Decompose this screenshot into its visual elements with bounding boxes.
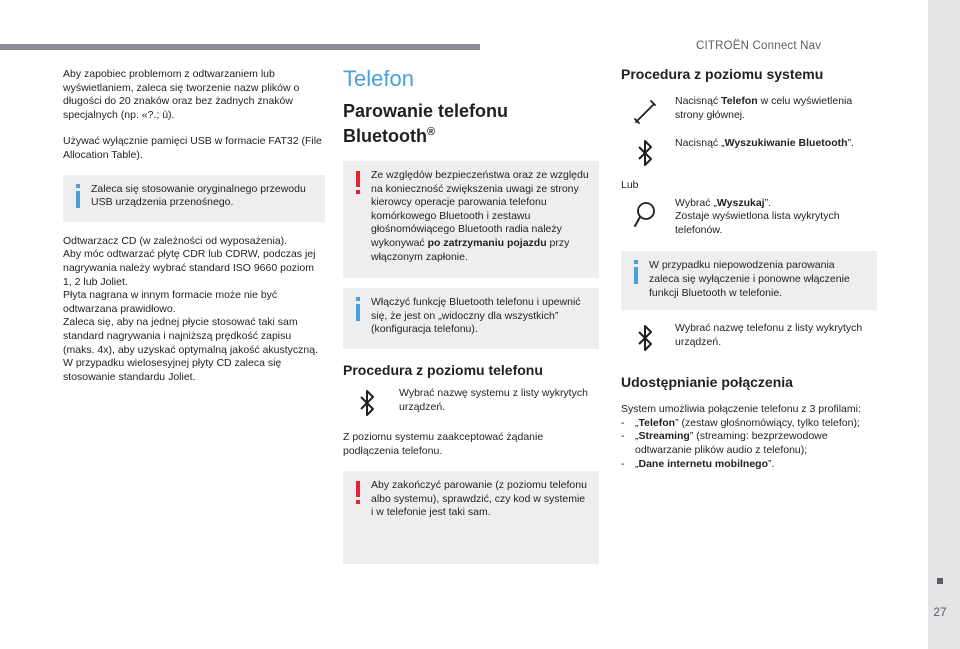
step-select-system xyxy=(343,387,599,417)
step-bluetooth-search xyxy=(621,137,877,167)
info-usb-text: Zaleca się stosowanie oryginalnego przewodu USB urządzenia przenośnego. xyxy=(91,182,306,209)
info-failure-text: W przypadku niepowodzenia parowania zaleca się wyłączenie i ponowne włączenie funkcji Bluetooth w telefonie. xyxy=(649,259,850,299)
info-box-failure xyxy=(621,251,877,310)
step-select-phone-text: Wybrać nazwę telefonu z listy wykrytych urządzeń. xyxy=(675,322,863,348)
column-2 xyxy=(343,66,599,564)
bluetooth-icon xyxy=(359,389,375,417)
list-item: - „Telefon” (zestaw głośnomówiący, tylko telefon); xyxy=(621,416,860,429)
warning-icon xyxy=(353,171,363,195)
step-search-result: Zostaje wyświetlona lista wykrytych telefonów. xyxy=(675,210,840,236)
step-select-system-text: Wybrać nazwę systemu z listy wykrytych urządzeń. xyxy=(399,386,588,413)
step-press-phone xyxy=(621,95,877,125)
heading-sharing: Udostępnianie połączenia xyxy=(621,374,793,391)
column-1 xyxy=(63,68,325,384)
bluetooth-icon xyxy=(637,324,653,352)
heading-pairing: Parowanie telefonu Bluetooth® xyxy=(343,101,509,146)
step-select-phone xyxy=(621,322,877,352)
warning-box-safety xyxy=(343,161,599,278)
phone-icon xyxy=(631,97,659,125)
warning-icon xyxy=(353,481,363,505)
warning-box-code xyxy=(343,471,599,564)
page-number: 27 xyxy=(933,605,947,619)
info-icon xyxy=(631,260,641,284)
paragraph-accept: Z poziomu systemu zaakceptować żądanie podłączenia telefonu. xyxy=(343,430,544,457)
info-box-usb xyxy=(63,175,325,222)
side-rail xyxy=(928,0,960,649)
heading-system-procedure: Procedura z poziomu systemu xyxy=(621,66,824,82)
or-label: Lub xyxy=(621,179,639,191)
column-3 xyxy=(621,66,877,471)
paragraph-profiles: System umożliwia połączenie telefonu z 3 profilami: xyxy=(621,403,861,416)
heading-phone-procedure: Procedura z poziomu telefonu xyxy=(343,361,543,378)
header-bar xyxy=(0,44,480,50)
warning-code-text: Aby zakończyć parowanie (z poziomu telefonu albo systemu), sprawdzić, czy kod w systemie i w telefonie jest taki sam. xyxy=(371,479,587,519)
brand-label: CITROËN Connect Nav xyxy=(696,40,822,52)
search-icon xyxy=(632,199,658,229)
bluetooth-icon xyxy=(637,139,653,167)
step-search xyxy=(621,197,877,238)
paragraph-cd-3: Płyta nagrana w innym formacie może nie być odtwarzana prawidłowo. xyxy=(63,289,278,315)
section-title: Telefon xyxy=(343,66,414,91)
info-visibility-text: Włączyć funkcję Bluetooth telefonu i upewnić się, że jest on „widoczny dla wszystkich” (konfiguracja telefonu). xyxy=(371,296,581,336)
info-icon xyxy=(353,297,363,321)
paragraph-cd-2: Aby móc odtwarzać płytę CDR lub CDRW, podczas jej nagrywania należy wybrać standard ISO 9660 poziom 1, 2 lub Joliet. xyxy=(63,248,316,288)
paragraph-cd-5: W przypadku wielosesyjnej płyty CD zaleca się stosowanie standardu Joliet. xyxy=(63,357,282,383)
paragraph-fat32: Używać wyłącznie pamięci USB w formacie FAT32 (File Allocation Table). xyxy=(63,135,322,161)
step-search-text: Wybrać „Wyszukaj”. xyxy=(675,196,772,209)
step-bluetooth-search-text: Nacisnąć „Wyszukiwanie Bluetooth”. xyxy=(675,137,854,149)
step-press-phone-text: Nacisnąć Telefon w celu wyświetlenia strony głównej. xyxy=(675,95,853,121)
list-item: - „Streaming” (streaming: bezprzewodowe odtwarzanie plików audio z telefonu); xyxy=(621,430,828,456)
step-search-content xyxy=(669,197,877,238)
paragraph-cd-4: Zaleca się, aby na jednej płycie stosować taki sam standard nagrywania i najniższą prędkość zapisu (maks. 4x), aby uzyskać optymalną jakość akustyczną. xyxy=(63,316,319,356)
info-icon xyxy=(73,184,83,208)
paragraph-filenames: Aby zapobiec problemom z odtwarzaniem lub wyświetlaniem, zaleca się tworzenie nazw plików o długości do 20 znaków oraz bez żadnych znaków specjalnych (np. «?.; ù). xyxy=(63,68,300,121)
continue-marker xyxy=(937,578,943,584)
paragraph-cd-1: Odtwarzacz CD (w zależności od wyposażenia). xyxy=(63,234,288,247)
warning-safety-text: Ze względów bezpieczeństwa oraz ze względu na konieczność zwiększenia uwagi ze strony kierowcy operacje parowania telefonu komórkowego Bluetooth i zestawu głośnomówiącego Bluetooth radia należy wykonywać po zatrzymaniu pojazdu przy włączonym zapłonie. xyxy=(371,169,589,263)
info-box-visibility xyxy=(343,288,599,349)
list-item: - „Dane internetu mobilnego”. xyxy=(621,457,775,470)
